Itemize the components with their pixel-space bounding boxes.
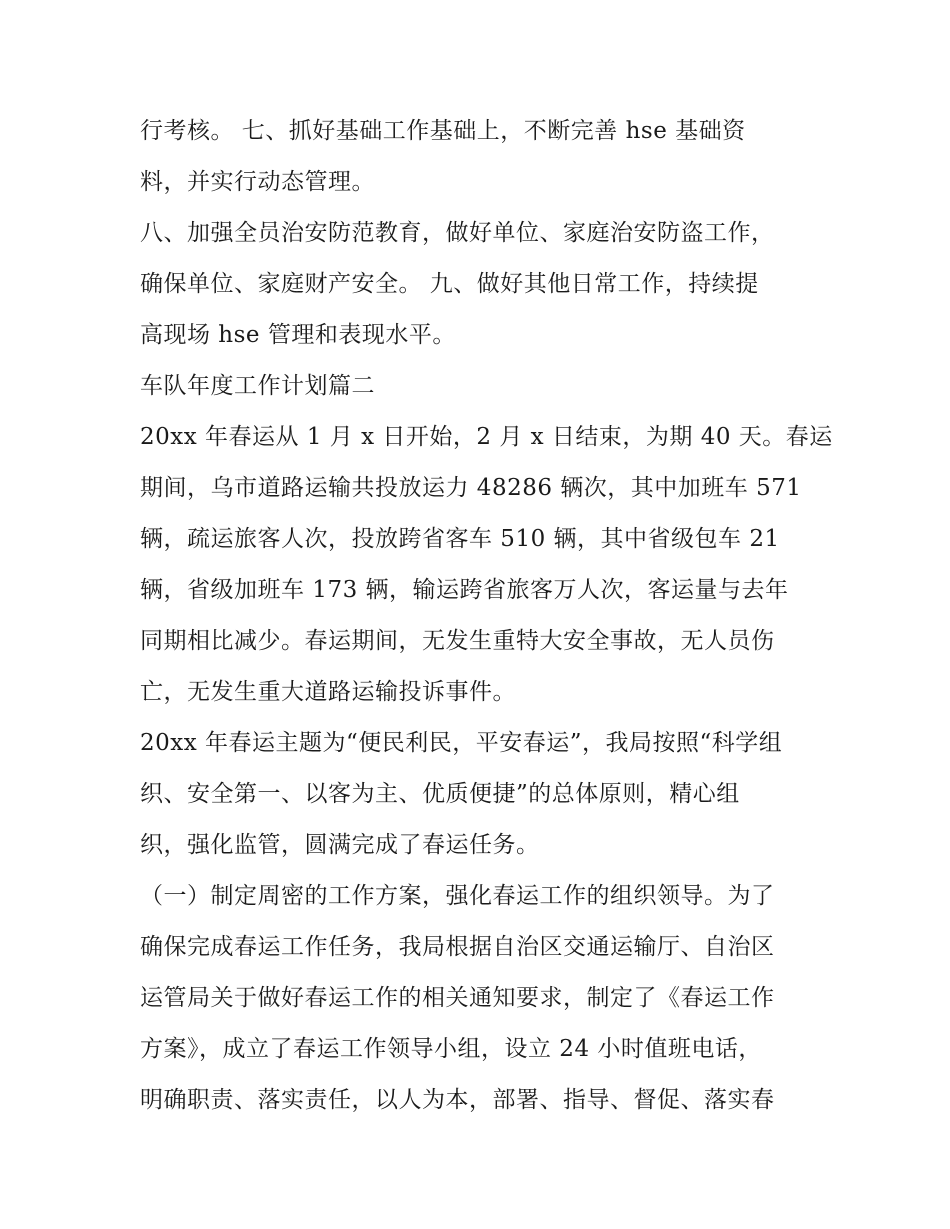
text-line: 织，强化监管，圆满完成了春运任务。 xyxy=(140,832,540,858)
text-line: 同期相比减少。春运期间，无发生重特大安全事故，无人员伤 xyxy=(140,628,775,654)
text-line: 织、安全第一、以客为主、优质便捷”的总体原则，精心组 xyxy=(140,781,740,807)
document-body xyxy=(140,108,833,1128)
text-line: 明确职责、落实责任，以人为本，部署、指导、督促、落实春 xyxy=(140,1087,775,1113)
text-line: 20xx 年春运从 1 月 x 日开始，2 月 x 日结束，为期 40 天。春运 xyxy=(140,424,833,450)
text-line: 方案》，成立了春运工作领导小组，设立 24 小时值班电话， xyxy=(140,1036,762,1062)
text-line: 料，并实行动态管理。 xyxy=(140,169,375,195)
text-line: 辆，省级加班车 173 辆，输运跨省旅客万人次，客运量与去年 xyxy=(140,577,789,603)
text-line: 确保完成春运工作任务，我局根据自治区交通运输厅、自治区 xyxy=(140,934,775,960)
text-line: 辆，疏运旅客人次，投放跨省客车 510 辆，其中省级包车 21 xyxy=(140,526,780,552)
text-line: （一）制定周密的工作方案，强化春运工作的组织领导。为了 xyxy=(140,883,775,909)
section-heading: 车队年度工作计划篇二 xyxy=(140,373,375,399)
text-line: 20xx 年春运主题为“便民利民，平安春运”，我局按照“科学组 xyxy=(140,730,783,756)
text-line: 八、加强全员治安防范教育，做好单位、家庭治安防盗工作， xyxy=(140,220,775,246)
text-line: 行考核。 七、抓好基础工作基础上，不断完善 hse 基础资 xyxy=(140,118,746,144)
text-line: 运管局关于做好春运工作的相关通知要求，制定了《春运工作 xyxy=(140,985,775,1011)
text-line: 高现场 hse 管理和表现水平。 xyxy=(140,322,456,348)
text-line: 亡，无发生重大道路运输投诉事件。 xyxy=(140,679,516,705)
text-line: 期间，乌市道路运输共投放运力 48286 辆次，其中加班车 571 xyxy=(140,475,802,501)
text-line: 确保单位、家庭财产安全。 九、做好其他日常工作，持续提 xyxy=(140,271,759,297)
